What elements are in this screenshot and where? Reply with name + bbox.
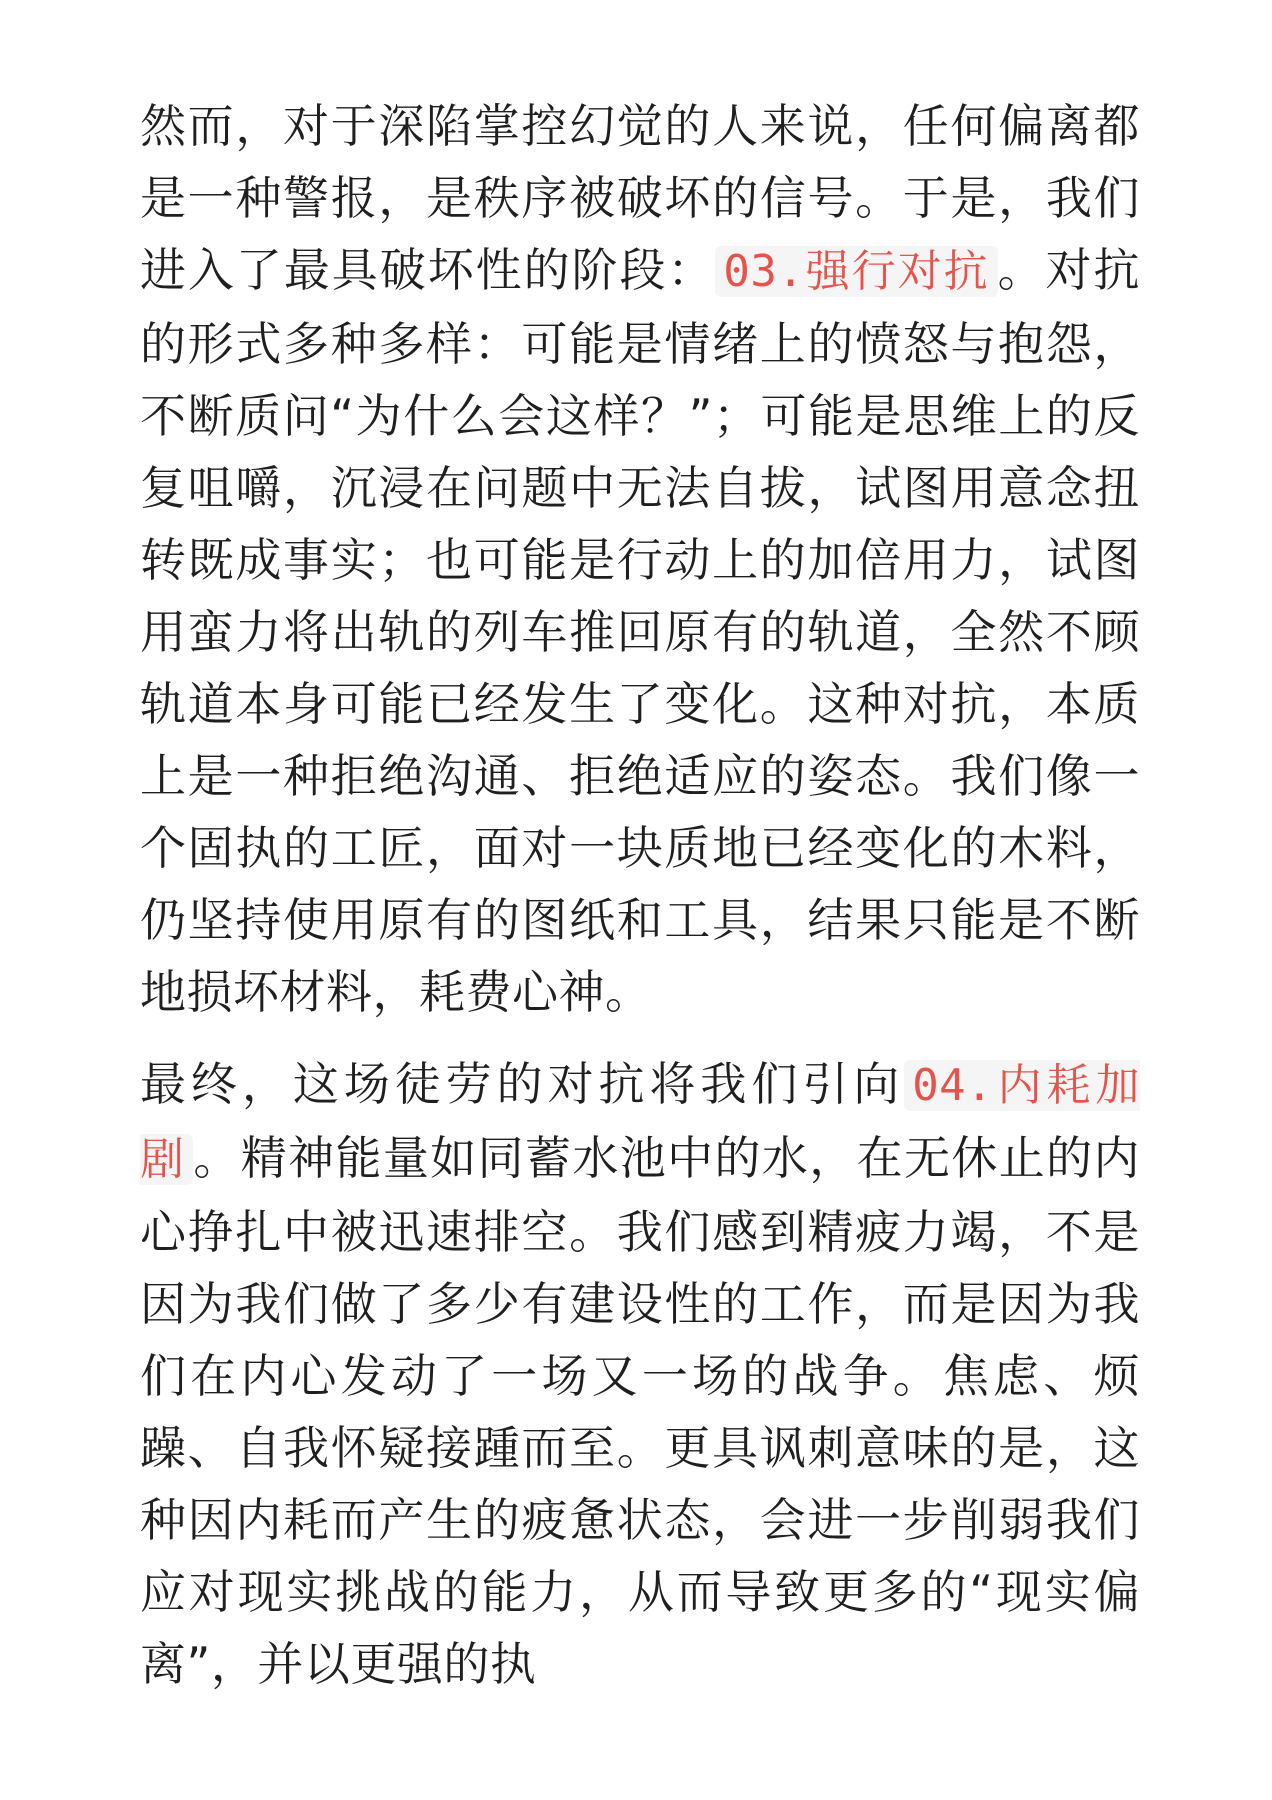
paragraph-1 (140, 90, 1140, 1028)
inline-code-stage-04: 04.内耗加剧 (140, 1060, 1140, 1185)
document-page (140, 90, 1140, 1720)
inline-code-stage-03: 03.强行对抗 (715, 246, 997, 297)
paragraph-1-text-start: 然而，对于深陷掌控幻觉的人来说，任何偏离都是一种警报，是秩序被破坏的信号。于是，我们进入了最具破坏性的阶段： (140, 99, 1140, 297)
paragraph-2-text-start: 最终，这场徒劳的对抗将我们引向 (140, 1057, 905, 1111)
paragraph-1-text-end: 。对抗的形式多种多样：可能是情绪上的愤怒与抱怨，不断质问“为什么会这样？”；可能是思维上的反复咀嚼，沉浸在问题中无法自拔，试图用意念扭转既成事实；也可能是行动上的加倍用力，试图用蛮力将出轨的列车推回原有的轨道，全然不顾轨道本身可能已经发生了变化。这种对抗，本质上是一种拒绝沟通、拒绝适应的姿态。我们像一个固执的工匠，面对一块质地已经变化的木料，仍坚持使用原有的图纸和工具，结果只能是不断地损坏材料，耗费心神。 (140, 243, 1141, 1019)
paragraph-2-text-end: 。精神能量如同蓄水池中的水，在无休止的内心挣扎中被迅速排空。我们感到精疲力竭，不是因为我们做了多少有建设性的工作，而是因为我们在内心发动了一场又一场的战争。焦虑、烦躁、自我怀疑接踵而至。更具讽刺意味的是，这种因内耗而产生的疲惫状态，会进一步削弱我们应对现实挑战的能力，从而导致更多的“现实偏离”，并以更强的执 (140, 1131, 1140, 1691)
paragraph-2 (140, 1048, 1140, 1700)
